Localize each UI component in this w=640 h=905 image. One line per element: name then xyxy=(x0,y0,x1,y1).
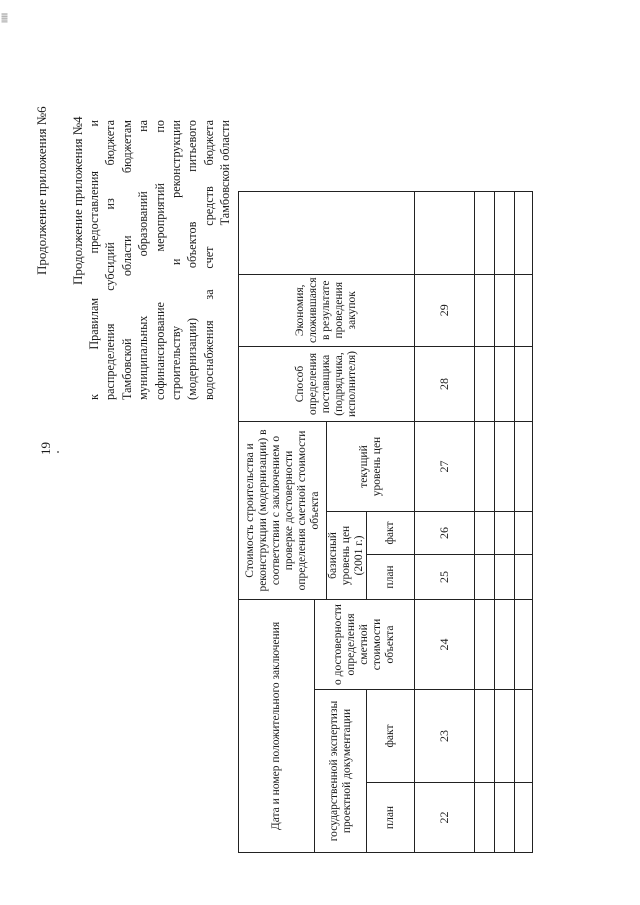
header-cost: Стоимость строительства и реконструкции (модернизации) в соответствии с заключением о проверке достоверности определения сметной стоимости объекта xyxy=(239,422,327,600)
column-number: 23 xyxy=(415,690,475,783)
header-plan: план xyxy=(367,783,415,853)
column-number: 29 xyxy=(415,274,475,346)
empty-cell xyxy=(495,191,515,274)
empty-cell xyxy=(495,512,515,555)
empty-cell xyxy=(475,274,495,346)
empty-cell xyxy=(515,555,533,600)
appendix-line: водоснабжения за счет средств бюджета xyxy=(201,120,216,400)
empty-cell xyxy=(475,347,495,422)
appendix-line: муниципальных образований на xyxy=(136,120,151,400)
column-number: 25 xyxy=(415,555,475,600)
empty-cell xyxy=(475,600,495,690)
column-number: 22 xyxy=(415,783,475,853)
header-fact-base: факт xyxy=(367,512,415,555)
empty-cell xyxy=(515,422,533,512)
column-number: 24 xyxy=(415,600,475,690)
empty-cell xyxy=(475,512,495,555)
appendix-line: софинансирование мероприятий по xyxy=(152,120,167,400)
empty-cell xyxy=(515,600,533,690)
column-number: 27 xyxy=(415,422,475,512)
appendix-line: Тамбовской области бюджетам xyxy=(119,120,134,400)
empty-cell xyxy=(475,555,495,600)
empty-cell xyxy=(515,783,533,853)
column-number: 26 xyxy=(415,512,475,555)
empty-cell xyxy=(415,191,475,274)
appendix-line: (модернизации) объектов питьевого xyxy=(185,120,200,400)
page-number: 19 xyxy=(38,442,53,455)
header-savings: Экономия, сложившаяся в результате проведения закупок xyxy=(239,274,415,346)
dot-mark xyxy=(57,451,59,453)
appendix-line: к Правилам предоставления и xyxy=(87,120,101,400)
empty-cell xyxy=(475,690,495,783)
empty-cell xyxy=(475,422,495,512)
empty-cell xyxy=(515,512,533,555)
empty-cell xyxy=(495,274,515,346)
empty-cell xyxy=(495,600,515,690)
appendix-heading: Продолжение приложения №4 xyxy=(70,116,85,285)
empty-cell xyxy=(495,347,515,422)
header-current-level: текущий уровень цен xyxy=(327,422,415,512)
header-fact: факт xyxy=(367,690,415,783)
empty-cell xyxy=(515,191,533,274)
header-state-exam: государственной экспертизы проектной документации xyxy=(315,690,367,853)
empty-cell xyxy=(495,690,515,783)
empty-cell xyxy=(475,783,495,853)
empty-cell xyxy=(515,690,533,783)
header-reliability: о достоверности определения сметной стоимости объекта xyxy=(315,600,415,690)
header-empty xyxy=(239,191,415,274)
empty-cell xyxy=(495,422,515,512)
scan-mark: |||||||||||||| xyxy=(2,13,8,23)
empty-cell xyxy=(515,347,533,422)
header-plan-base: план xyxy=(367,555,415,600)
data-table xyxy=(238,191,533,853)
column-number: 28 xyxy=(415,347,475,422)
header-method: Способ определения поставщика (подрядчика, исполнителя) xyxy=(239,347,415,422)
empty-cell xyxy=(495,555,515,600)
empty-cell xyxy=(515,274,533,346)
continuation-note: Продолжение приложения №6 xyxy=(34,106,49,275)
header-conclusion: Дата и номер положительного заключения xyxy=(239,600,315,853)
empty-cell xyxy=(475,191,495,274)
appendix-reference xyxy=(86,120,234,400)
empty-cell xyxy=(495,783,515,853)
appendix-line: Тамбовской области xyxy=(218,120,233,226)
appendix-line: распределения субсидий из бюджета xyxy=(103,120,118,400)
appendix-line: строительству и реконструкции xyxy=(169,120,184,400)
header-base-level: базисный уровень цен (2001 г.) xyxy=(327,512,367,600)
